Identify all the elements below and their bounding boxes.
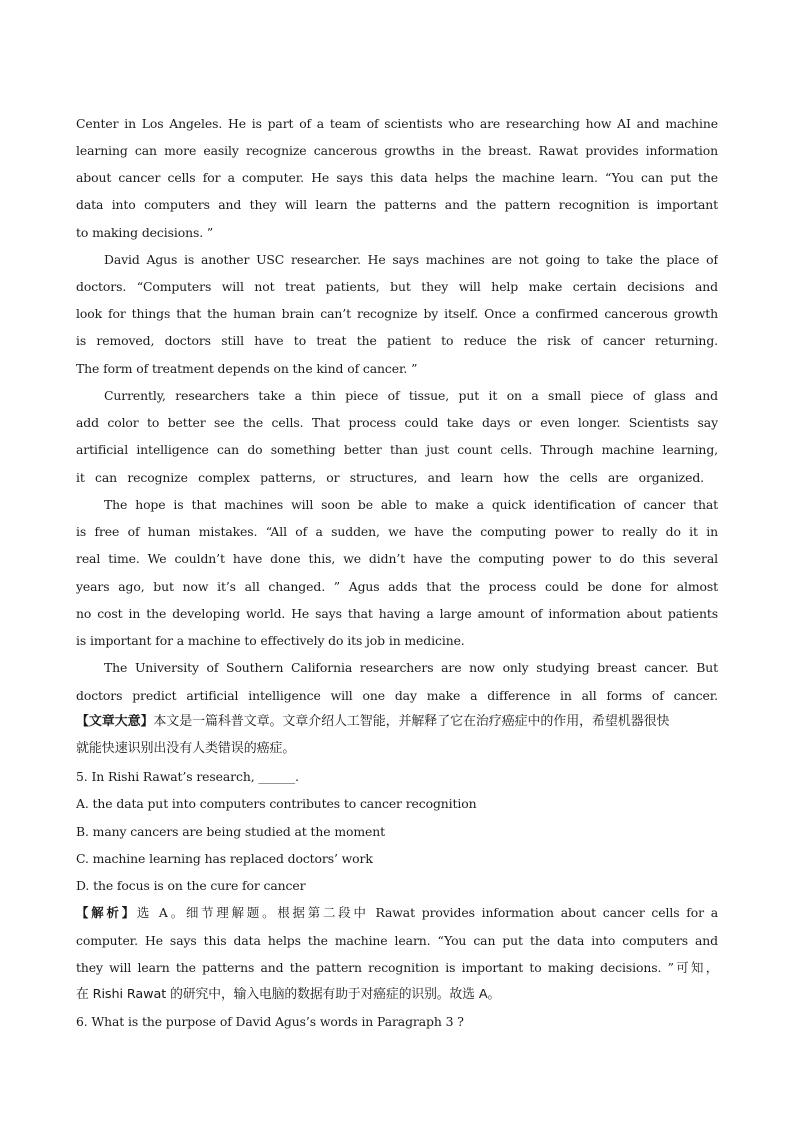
passage-line: look for things that the human brain can’t recognize by itself. Once a confirmed cancerous growth bbox=[76, 306, 718, 321]
passage-line: David Agus is another USC researcher. He says machines are not going to take the place of bbox=[104, 252, 718, 267]
summary-text: 本文是一篇科普文章。文章介绍人工智能，并解释了它在治疗癌症中的作用，希望机器很快 bbox=[153, 714, 670, 729]
analysis-text: 选 A。细节理解题。根据第二段中 Rawat provides information about cancer cells for a bbox=[136, 905, 718, 920]
question-5-stem: 5. In Rishi Rawat’s research, ______. bbox=[76, 769, 299, 784]
summary-line bbox=[76, 714, 726, 730]
passage-line: Center in Los Angeles. He is part of a team of scientists who are researching how AI and machine bbox=[76, 116, 718, 131]
question-5-option-c: C. machine learning has replaced doctors’ work bbox=[76, 851, 373, 866]
question-5-option-a: A. the data put into computers contributes to cancer recognition bbox=[76, 796, 477, 811]
question-5-option-b: B. many cancers are being studied at the moment bbox=[76, 824, 385, 839]
passage-line: doctors predict artificial intelligence will one day make a difference in all forms of cancer. bbox=[76, 688, 718, 703]
passage-line: learning can more easily recognize cancerous growths in the breast. Rawat provides information bbox=[76, 143, 718, 158]
question-6-stem: 6. What is the purpose of David Agus’s words in Paragraph 3 ? bbox=[76, 1014, 464, 1029]
passage-line: add color to better see the cells. That process could take days or even longer. Scientists say bbox=[76, 415, 718, 430]
passage-line: is important for a machine to effectively do its job in medicine. bbox=[76, 633, 465, 648]
passage-line: it can recognize complex patterns, or structures, and learn how the cells are organized. bbox=[76, 470, 704, 485]
analysis-line: they will learn the patterns and the pattern recognition is important to making decisions. ”可知， bbox=[76, 960, 718, 975]
passage-line: doctors. “Computers will not treat patients, but they will help make certain decisions and bbox=[76, 279, 718, 294]
summary-tag: 【文章大意】 bbox=[76, 714, 154, 729]
passage-line: is removed, doctors still have to treat the patient to reduce the risk of cancer returning. bbox=[76, 333, 718, 348]
passage-line: Currently, researchers take a thin piece of tissue, put it on a small piece of glass and bbox=[104, 388, 718, 403]
passage-line: about cancer cells for a computer. He says this data helps the machine learn. “You can put the bbox=[76, 170, 718, 185]
analysis-line: computer. He says this data helps the machine learn. “You can put the data into computers and bbox=[76, 933, 718, 948]
passage-line: artificial intelligence can do something better than just count cells. Through machine learning, bbox=[76, 442, 718, 457]
passage-line: data into computers and they will learn the patterns and the pattern recognition is important bbox=[76, 197, 718, 212]
passage-line: The form of treatment depends on the kind of cancer. ” bbox=[76, 361, 418, 376]
passage-line: real time. We couldn’t have done this, we didn’t have the computing power to do this several bbox=[76, 551, 718, 566]
passage-line: The University of Southern California researchers are now only studying breast cancer. But bbox=[104, 660, 718, 675]
summary-line: 就能快速识别出没有人类错误的癌症。 bbox=[76, 741, 296, 756]
passage-line: is free of human mistakes. “All of a sudden, we have the computing power to really do it in bbox=[76, 524, 718, 539]
question-5-option-d: D. the focus is on the cure for cancer bbox=[76, 878, 306, 893]
analysis-tag: 【解析】 bbox=[76, 905, 137, 920]
passage-line: no cost in the developing world. He says that having a large amount of information about patients bbox=[76, 606, 718, 621]
analysis-line bbox=[76, 905, 718, 921]
passage-line: years ago, but now it’s all changed. ” Agus adds that the process could be done for almost bbox=[76, 579, 718, 594]
analysis-line: 在 Rishi Rawat 的研究中，输入电脑的数据有助于对癌症的识别。故选 A。 bbox=[76, 987, 501, 1002]
passage-line: to making decisions. ” bbox=[76, 225, 214, 240]
passage-line: The hope is that machines will soon be able to make a quick identification of cancer that bbox=[104, 497, 718, 512]
